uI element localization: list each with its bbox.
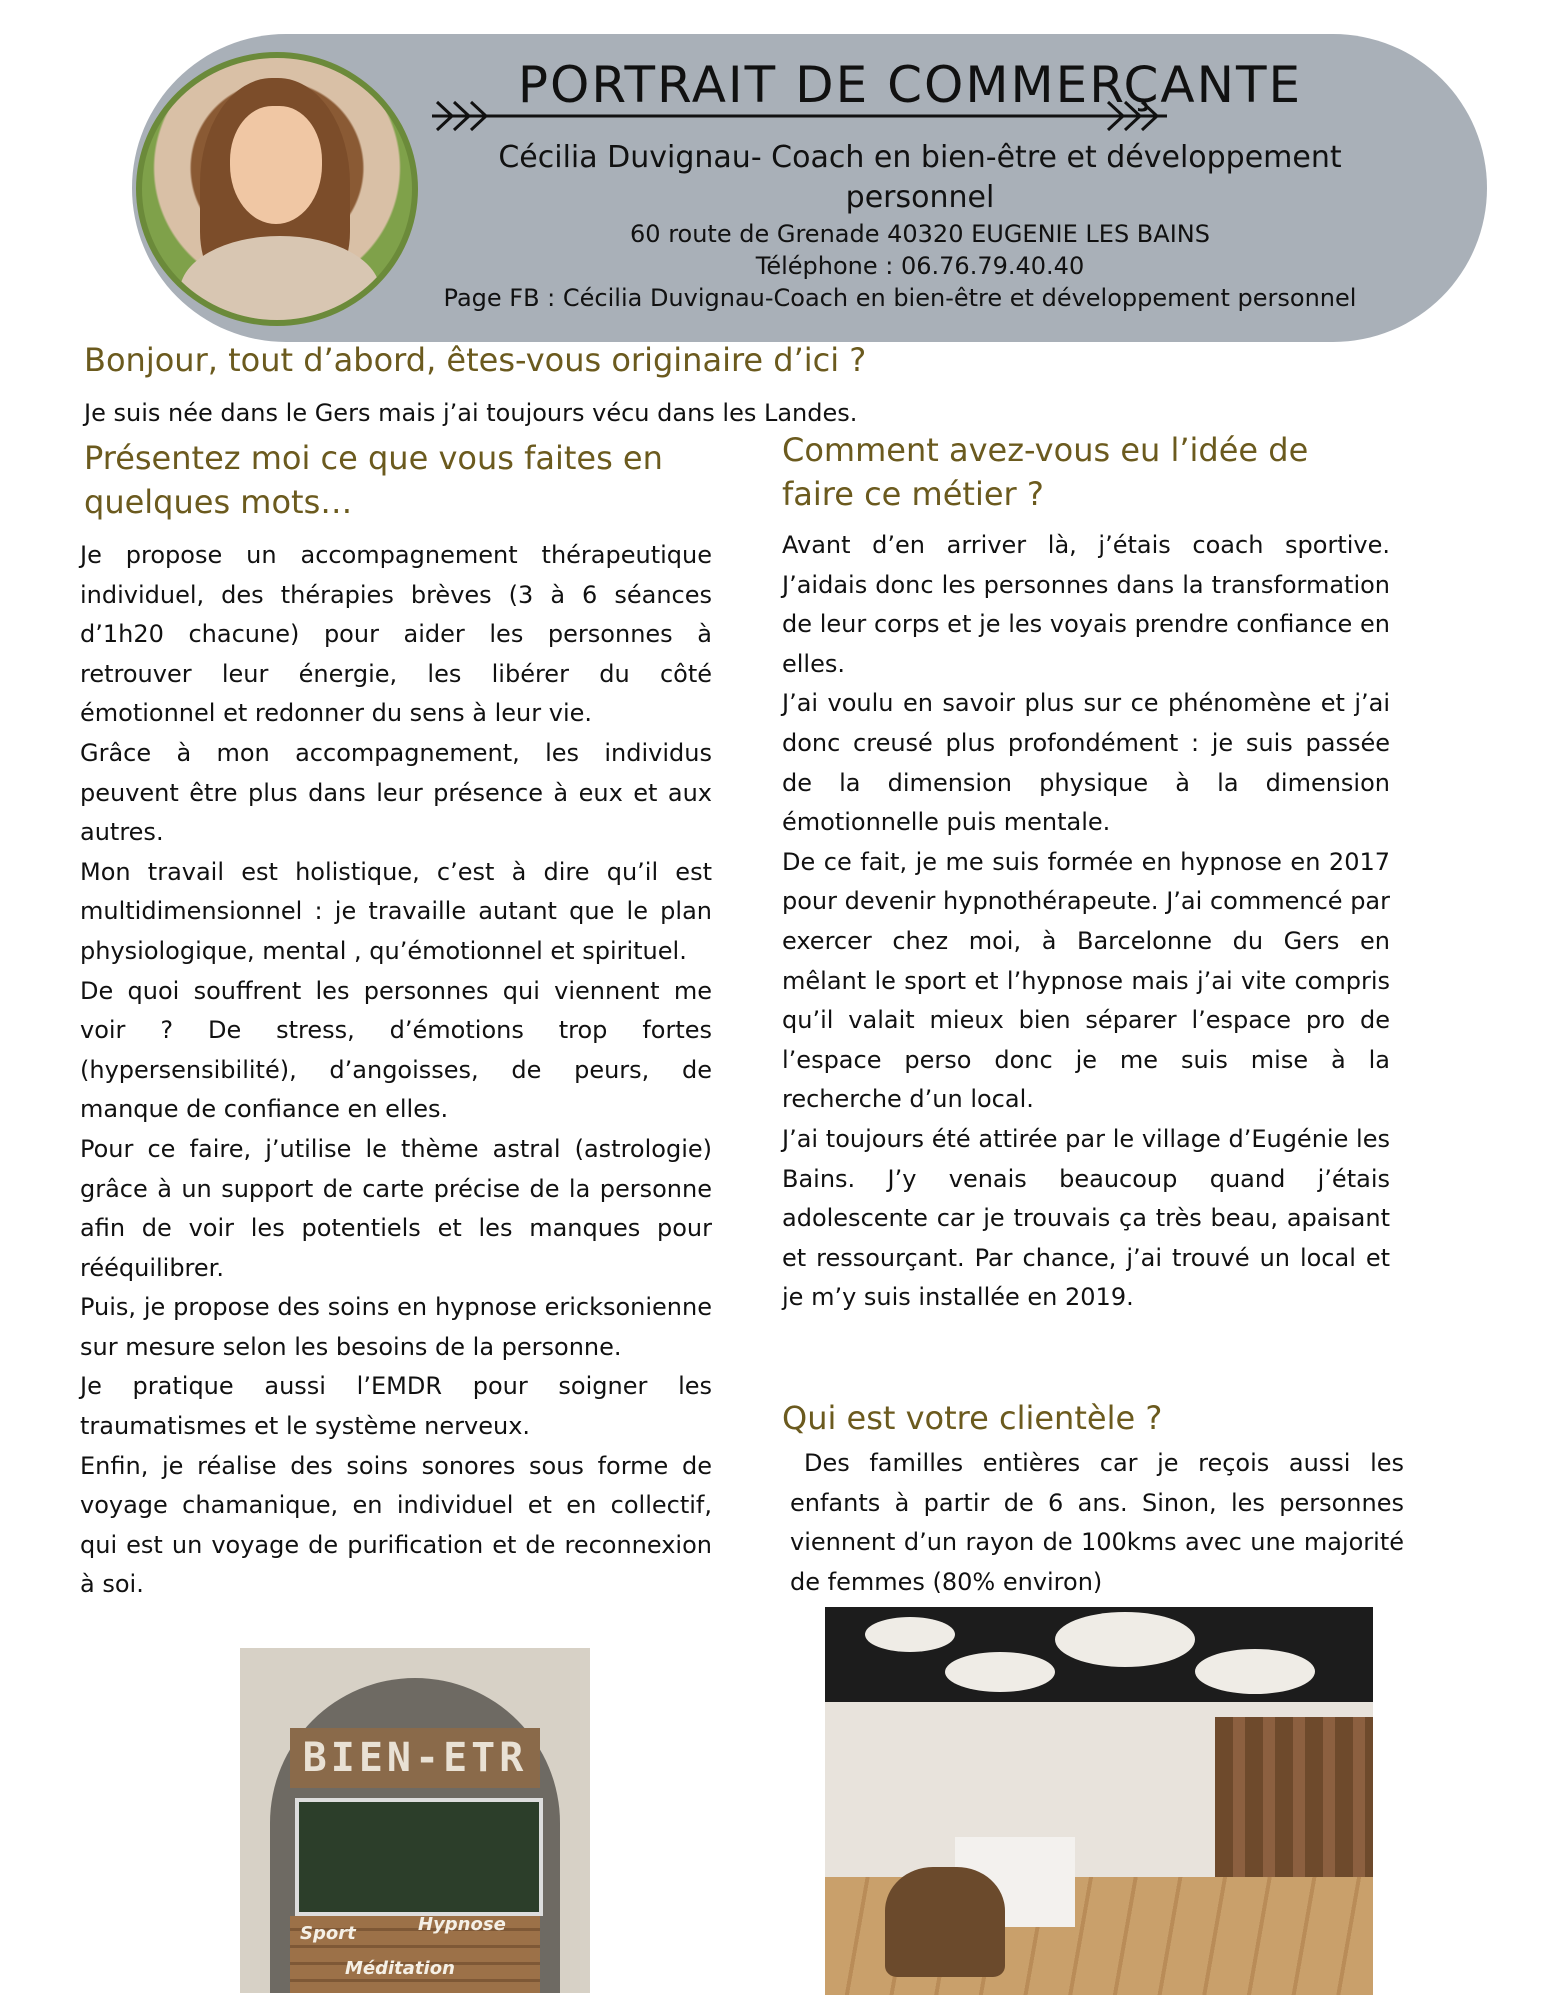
paragraph: Puis, je propose des soins en hypnose ericksonienne sur mesure selon les besoins de la personne. — [80, 1293, 712, 1361]
answer-origin-of-idea — [782, 526, 1390, 1318]
paragraph: Je pratique aussi l’EMDR pour soigner les traumatismes et le système nerveux. — [80, 1372, 712, 1441]
answer-origin: Je suis née dans le Gers mais j’ai toujours vécu dans les Landes. — [84, 399, 858, 427]
storefront-photo — [240, 1648, 590, 1993]
paragraph: J’ai voulu en savoir plus sur ce phénomène et j’ai donc creusé plus profondément : je suis passée de la dimension physique à la dimension émotionnelle puis mentale. — [782, 689, 1390, 837]
ceiling-disc — [945, 1652, 1055, 1692]
office-photo — [825, 1607, 1373, 1995]
paragraph: De ce fait, je me suis formée en hypnose en 2017 pour devenir hypnothérapeute. J’ai commencé par exercer chez moi, à Barcelonne du Gers en mêlant le sport et l’hypnose mais j’ai vite compris qu’il valait mieux bien séparer l’espace pro de l’espace perso donc je me suis mise à la recherche d’un local. — [782, 847, 1390, 1114]
paragraph: Avant d’en arriver là, j’étais coach sportive. J’aidais donc les personnes dans la transformation de leur corps et je les voyais prendre confiance en elles. — [782, 531, 1390, 678]
paragraph: Mon travail est holistique, c’est à dire qu’il est multidimensionnel : je travaille autant que le plan physiologique, mental , qu’émotionnel et spirituel. — [80, 857, 712, 965]
ceiling-disc — [1055, 1612, 1195, 1667]
paragraph: Je propose un accompagnement thérapeutique individuel, des thérapies brèves (3 à 6 séances d’1h20 chacune) pour aider les personnes à retrouver leur énergie, les libérer du côté émotionnel et redonner du sens à leur vie. — [80, 541, 712, 728]
paragraph: Enfin, je réalise des soins sonores sous forme de voyage chamanique, en individuel et en collectif, qui est un voyage de purification et de reconnexion à soi. — [80, 1451, 712, 1599]
header-subtitle: Cécilia Duvignau- Coach en bien-être et développement personnel — [498, 140, 1342, 215]
storefront-sign: BIEN-ETR — [290, 1728, 540, 1788]
arrow-ornament-icon — [432, 96, 1167, 136]
paragraph: Grâce à mon accompagnement, les individus peuvent être plus dans leur présence à eux et aux autres. — [80, 738, 712, 847]
storefront-tag-hypnose: Hypnose — [418, 1914, 506, 1935]
answer-clientele: Des familles entières car je reçois aussi les enfants à partir de 6 ans. Sinon, les personnes viennent d’un rayon de 100kms avec une majorité de femmes (80% environ) — [790, 1449, 1404, 1596]
header-phone: Téléphone : 06.76.79.40.40 — [755, 252, 1085, 280]
header-address: 60 route de Grenade 40320 EUGENIE LES BAINS — [630, 220, 1210, 248]
page-title: PORTRAIT DE COMMERÇANTE — [517, 56, 1303, 114]
question-origin-of-idea: Comment avez-vous eu l’idée de faire ce métier ? — [782, 431, 1309, 513]
portrait-face — [230, 106, 322, 224]
office-armchair — [885, 1867, 1005, 1977]
portrait-photo — [136, 52, 418, 326]
answer-activity — [80, 536, 712, 1605]
storefront-window — [295, 1798, 543, 1916]
ceiling-disc — [1195, 1649, 1315, 1694]
header-facebook: Page FB : Cécilia Duvignau-Coach en bien-être et développement personnel — [443, 284, 1357, 312]
question-origin: Bonjour, tout d’abord, êtes-vous originaire d’ici ? — [84, 341, 867, 379]
storefront-tag-meditation: Méditation — [345, 1958, 455, 1979]
paragraph: De quoi souffrent les personnes qui viennent me voir ? De stress, d’émotions trop fortes (hypersensibilité), d’angoisses, de peurs, de manque de confiance en elles. — [80, 976, 712, 1124]
office-wood-wall — [1215, 1717, 1373, 1887]
question-clientele: Qui est votre clientèle ? — [782, 1399, 1163, 1437]
storefront-tag-sport: Sport — [300, 1923, 356, 1944]
ceiling-disc — [865, 1617, 955, 1652]
paragraph: Pour ce faire, j’utilise le thème astral (astrologie) grâce à un support de carte précise de la personne afin de voir les potentiels et les manques pour rééquilibrer. — [80, 1134, 712, 1282]
paragraph: J’ai toujours été attirée par le village d’Eugénie les Bains. J’y venais beaucoup quand j’étais adolescente car je trouvais ça très beau, apaisant et ressourçant. Par chance, j’ai trouvé un local et je m’y suis installée en 2019. — [782, 1124, 1390, 1312]
question-activity: Présentez moi ce que vous faites en quelques mots… — [84, 439, 663, 521]
